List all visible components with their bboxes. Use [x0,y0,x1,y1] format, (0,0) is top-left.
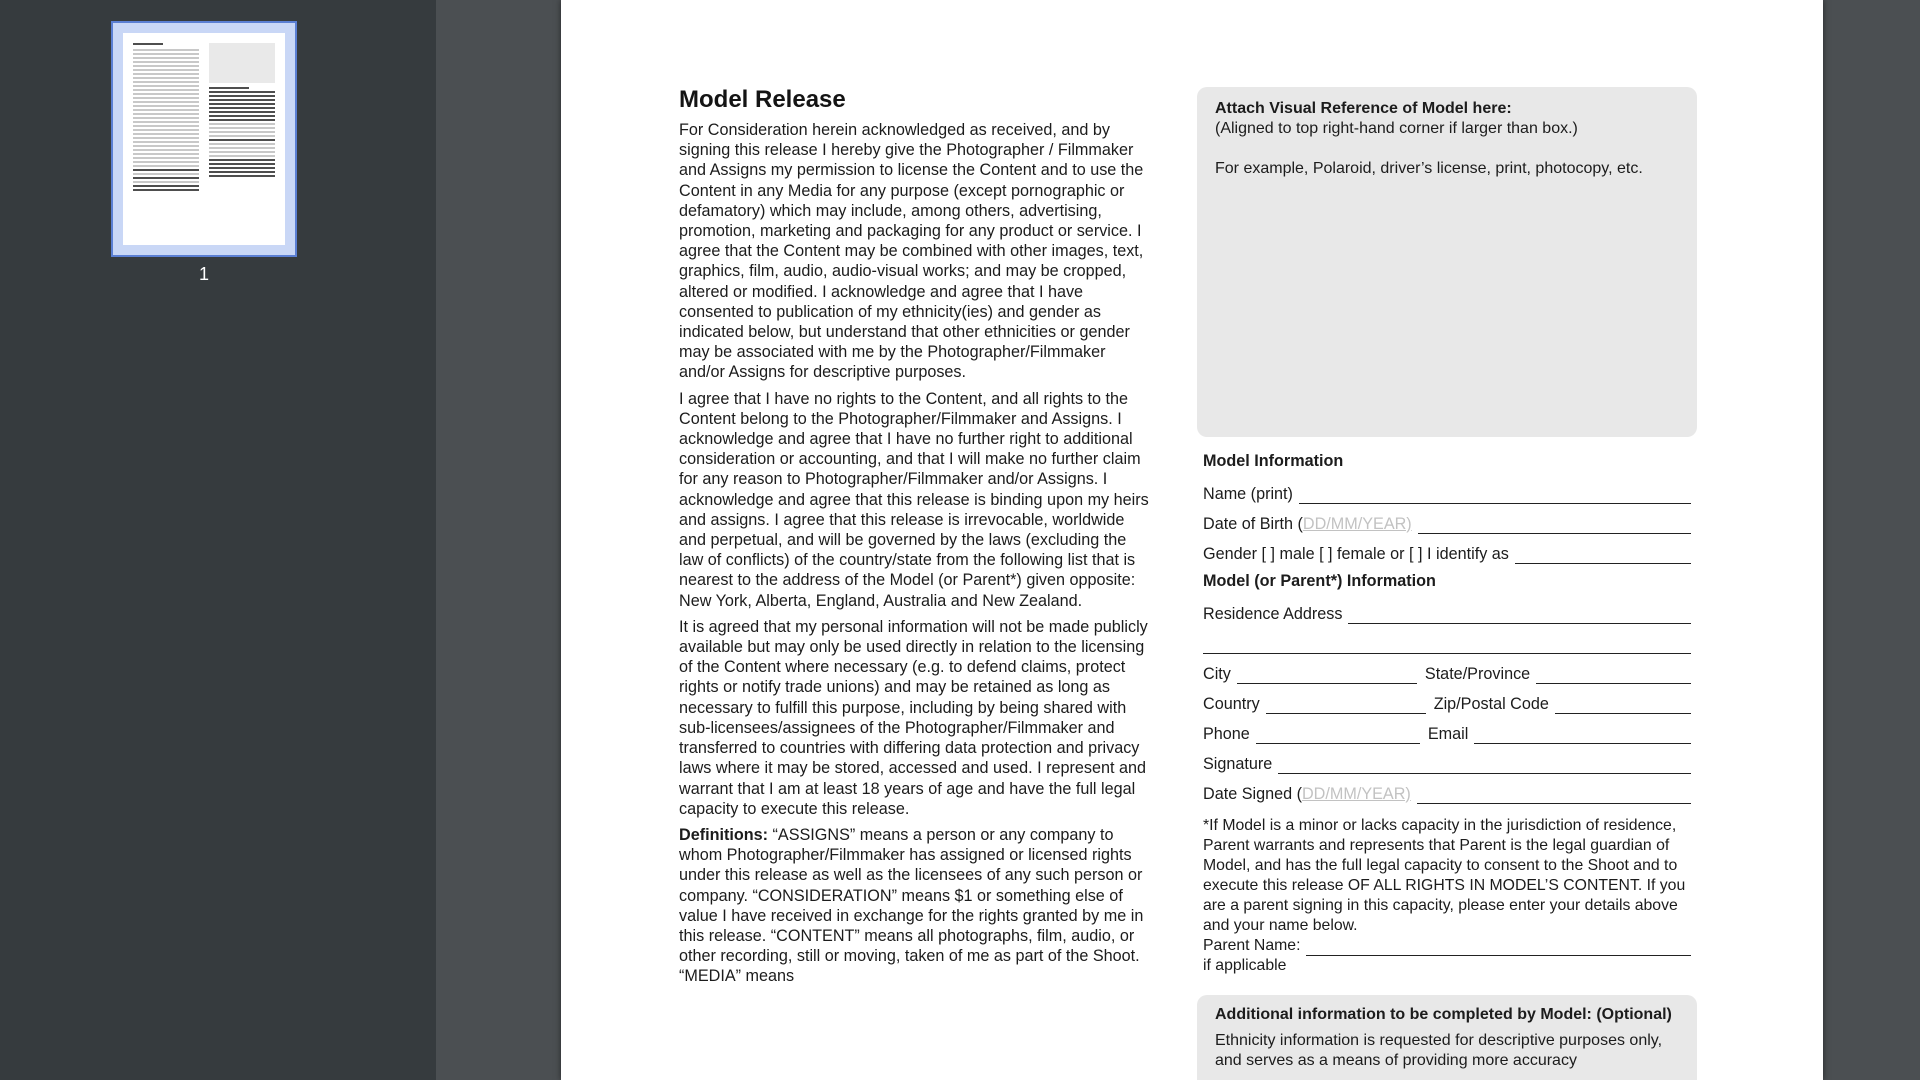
city-state-row [1203,654,1693,684]
zip-field[interactable] [1555,691,1691,714]
reference-box-line2: For example, Polaroid, driver’s license, print, photocopy, etc. [1215,160,1643,177]
address-row-2 [1203,624,1693,654]
document-page [561,0,1823,1080]
parent-note-text: *If Model is a minor or lacks capacity in the jurisdiction of residence, Parent warrants and represents that Parent is the legal guardian of Model, and has the full legal capacity to consent to the Shoot and to execute this release OF ALL RIGHTS IN MODEL’S CONTENT. If you are a parent signing in this capacity, please enter your details above and your name below. [1203,817,1686,934]
gender-row [1203,534,1693,564]
dob-placeholder: DD/MM/YEAR) [1302,515,1412,533]
dob-field[interactable] [1418,511,1691,534]
state-label: State/Province [1424,665,1531,683]
city-label: City [1203,665,1231,683]
document-viewer[interactable] [436,0,1920,1080]
additional-info-box [1197,995,1697,1080]
email-label: Email [1427,725,1469,743]
phone-field[interactable] [1256,721,1420,744]
parent-name-row [1203,936,1693,956]
address-field[interactable] [1348,601,1691,624]
phone-email-row [1203,714,1693,744]
additional-info-title: Additional information to be completed by Model: (Optional) [1215,1006,1672,1023]
page-number-label: 1 [198,264,209,284]
date-signed-row [1203,774,1693,804]
parent-note [1203,816,1693,976]
name-row [1203,474,1693,504]
paragraph-definitions [679,825,1149,987]
address-field-2[interactable] [1203,631,1691,654]
date-signed-label: Date Signed (DD/MM/YEAR) [1203,785,1411,803]
thumbnail-page-preview [123,33,285,245]
reference-box-title: Attach Visual Reference of Model here: [1215,100,1512,117]
page-title: Model Release [679,86,846,113]
thumbnail-left-column [133,43,199,193]
parent-name-sub: if applicable [1203,957,1287,974]
gender-label[interactable]: Gender [ ] male [ ] female or [ ] I identify as [1203,545,1509,563]
date-signed-field[interactable] [1417,781,1691,804]
date-signed-placeholder: DD/MM/YEAR) [1301,785,1411,803]
parent-name-field[interactable] [1306,939,1691,956]
parent-name-label: Parent Name: [1203,937,1301,954]
name-label: Name (print) [1203,485,1293,503]
city-field[interactable] [1237,661,1417,684]
signature-label: Signature [1203,755,1273,773]
name-field[interactable] [1299,481,1691,504]
state-field[interactable] [1536,661,1691,684]
model-info-heading: Model Information [1203,452,1344,470]
additional-info-text: Ethnicity information is requested for descriptive purposes only, and serves as a means of providing more accuracy [1215,1032,1663,1069]
visual-reference-box [1197,87,1697,437]
reference-box-line1: (Aligned to top right-hand corner if larger than box.) [1215,120,1578,137]
paragraph-rights: I agree that I have no rights to the Content, and all rights to the Content belong to the Photographer/Filmmaker and Assigns. I acknowledge and agree that I have no further right to additional consideration or accounting, and that I will make no further claim for any reason to Photographer/Filmmaker and/or Assigns. I acknowledge and agree that this release is binding upon my heirs and assigns. I agree that this release is irrevocable, worldwide and perpetual, and will be governed by the laws (excluding the law of conflicts) of the country/state from the following list that is nearest to the address of the Model (or Parent*) given opposite: New York, Alberta, England, Australia and New Zealand. [679,389,1149,610]
parent-info-heading: Model (or Parent*) Information [1203,572,1436,590]
thumbnail-right-column [209,43,275,179]
zip-label: Zip/Postal Code [1433,695,1549,713]
page-thumbnail-1[interactable] [111,21,297,257]
definitions-text: “ASSIGNS” means a person or any company to whom Photographer/Filmmaker has assigned or licensed rights under this release as well as the licensees of any such person or company. “CONSIDERATION” means $1 or something else of value I have received in exchange for the rights granted by me in this release. “CONTENT” means all photographs, film, audio, or other recording, still or moving, taken of me as part of the Shoot. “MEDIA” means [679,825,1144,986]
phone-label: Phone [1203,725,1250,743]
country-field[interactable] [1266,691,1426,714]
release-text-column [679,84,1149,993]
address-label: Residence Address [1203,605,1343,623]
paragraph-consideration: For Consideration herein acknowledged as received, and by signing this release I hereby give the Photographer / Filmmaker and Assigns my permission to license the Content and to use the Content in any Media for any purpose (except pornographic or defamatory) which may include, among others, advertising, promotion, marketing and packaging for any product or service. I agree that the Content may be combined with other images, text, graphics, film, audio, audio-visual works; and may be cropped, altered or modified. I acknowledge and agree that I have consented to publication of my ethnicity(ies) and gender as indicated below, but understand that other ethnicities or gender may be associated with me by the Photographer/Filmmaker and/or Assigns for descriptive purposes. [679,121,1144,382]
gender-identify-field[interactable] [1515,541,1691,564]
country-label: Country [1203,695,1260,713]
address-row [1203,594,1693,624]
signature-row [1203,744,1693,774]
definitions-label: Definitions: [679,825,769,844]
email-field[interactable] [1474,721,1691,744]
paragraph-privacy: It is agreed that my personal information will not be made publicly available but may only be used directly in relation to the licensing of the Content where necessary (e.g. to defend claims, protect rights or notify trade unions) and may be retained as long as necessary to fulfill this purpose, including by being shared with sub-licensees/assignees of the Photographer/Filmmaker and transferred to countries with differing data protection and privacy laws where it may be stored, accessed and used. I represent and warrant that I am at least 18 years of age and have the full legal capacity to execute this release. [679,617,1148,818]
thumbnail-sidebar [0,0,436,1080]
signature-field[interactable] [1278,751,1691,774]
dob-label: Date of Birth (DD/MM/YEAR) [1203,515,1412,533]
country-zip-row [1203,684,1693,714]
dob-row [1203,504,1693,534]
model-info-section [1203,448,1693,976]
